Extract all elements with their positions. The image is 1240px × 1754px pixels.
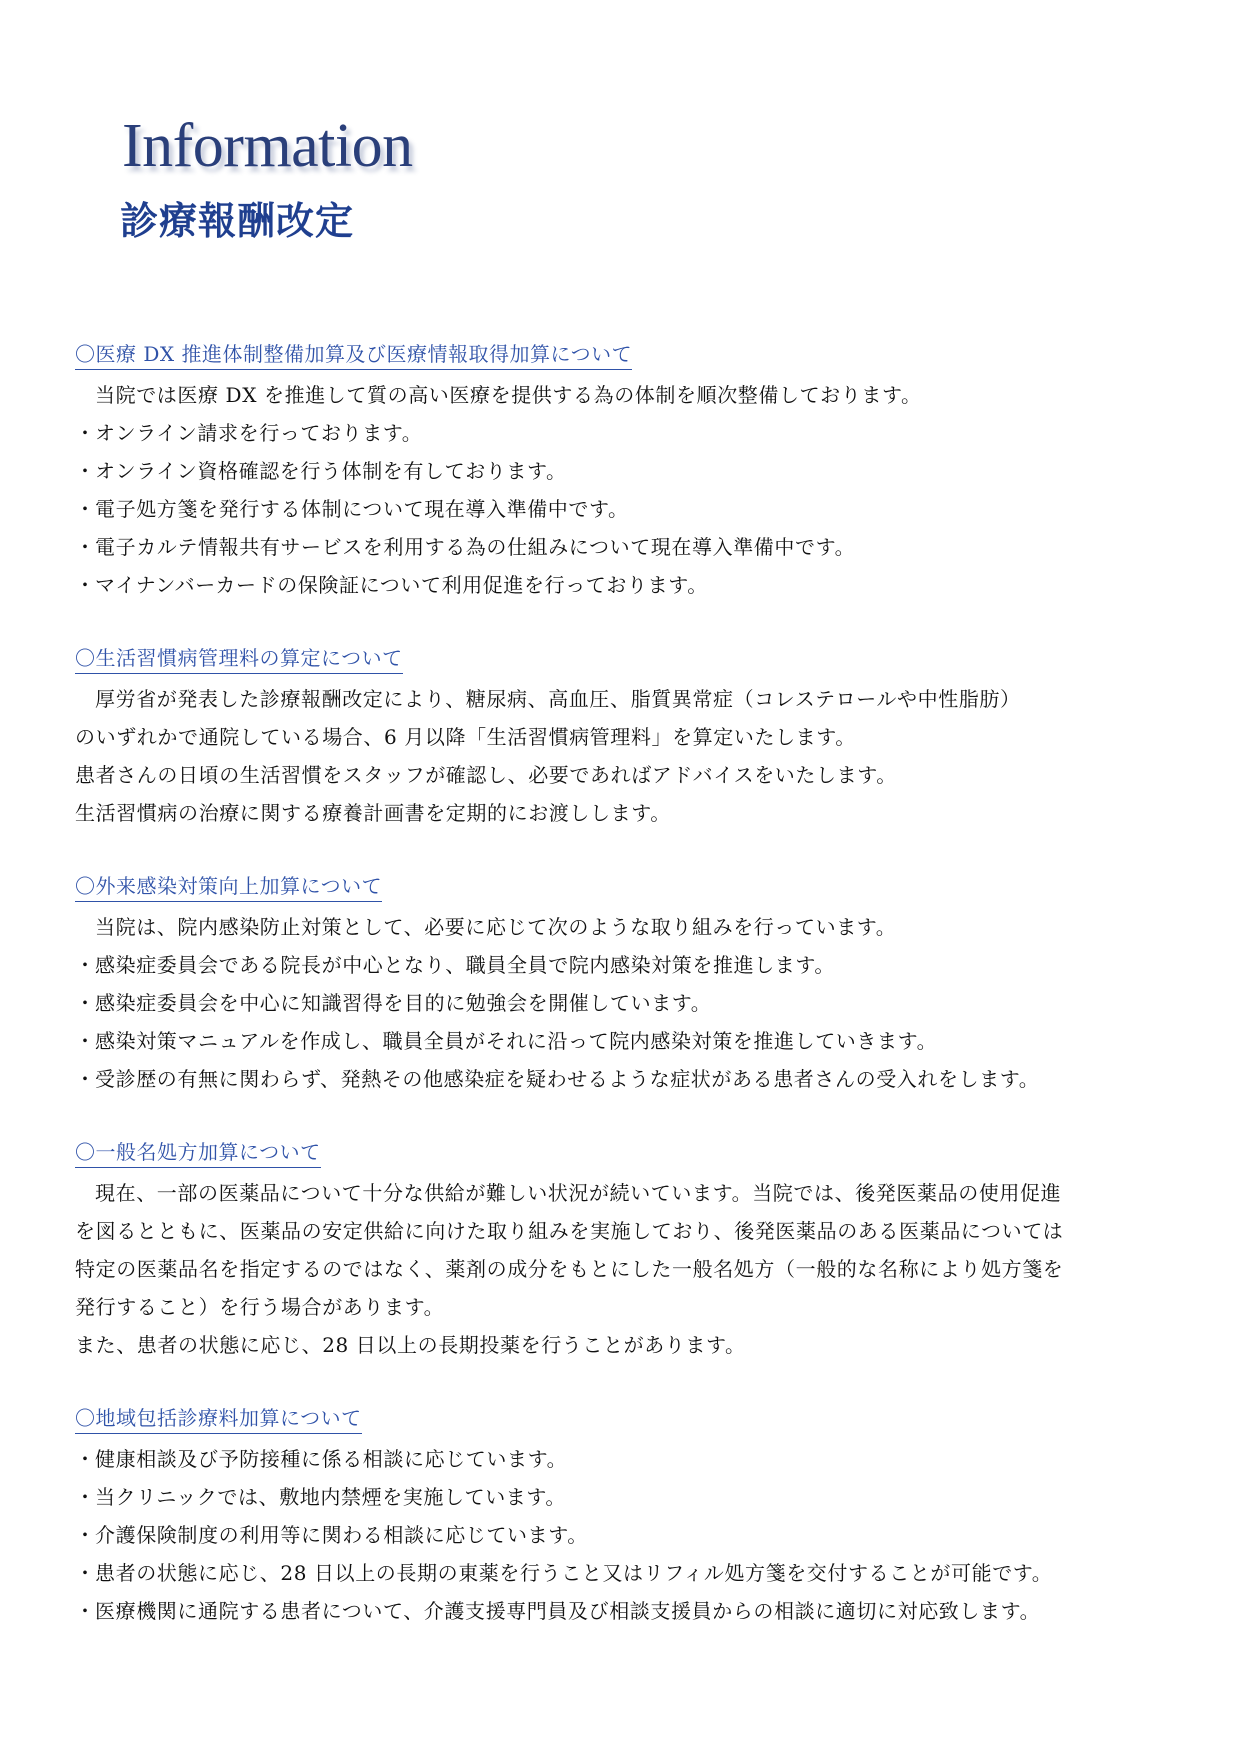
section-title: 〇地域包括診療料加算について xyxy=(75,1404,362,1434)
page-heading: 診療報酬改定 xyxy=(120,199,355,243)
bullet-text: 受診歴の有無に関わらず、発熱その他感染症を疑わせるような症状がある患者さんの受入れをします。 xyxy=(95,1067,1040,1091)
body-line: 生活習慣病の治療に関する療養計画書を定期的にお渡しします。 xyxy=(75,801,671,825)
bullet-item xyxy=(75,1478,1175,1516)
bullet-text: マイナンバーカードの保険証について利用促進を行っております。 xyxy=(95,573,708,597)
bullet-text: オンライン資格確認を行う体制を有しております。 xyxy=(95,459,567,483)
bullet-mark: ・ xyxy=(75,1523,96,1547)
section-generic-prescription xyxy=(75,1138,1175,1364)
section-title: 〇医療 DX 推進体制整備加算及び医療情報取得加算について xyxy=(75,340,632,370)
bullet-item xyxy=(75,414,1175,452)
intro-line: 現在、一部の医薬品について十分な供給が難しい状況が続いています。当院では、後発医薬品の使用促進 xyxy=(95,1181,1062,1205)
body-line: 発行すること）を行う場合があります。 xyxy=(75,1295,445,1319)
bullet-mark: ・ xyxy=(75,459,96,483)
bullet-item xyxy=(75,1554,1175,1592)
bullet-item xyxy=(75,1592,1175,1630)
bullet-text: 感染症委員会である院長が中心となり、職員全員で院内感染対策を推進します。 xyxy=(95,953,835,977)
information-title: Information xyxy=(122,112,413,180)
section-title: 〇外来感染対策向上加算について xyxy=(75,872,382,902)
bullet-item xyxy=(75,1022,1175,1060)
page-header xyxy=(122,108,413,246)
bullet-mark: ・ xyxy=(75,991,96,1015)
bullet-mark: ・ xyxy=(75,1447,96,1471)
bullet-mark: ・ xyxy=(75,1599,96,1623)
bullet-mark: ・ xyxy=(75,421,96,445)
bullet-item xyxy=(75,1440,1175,1478)
bullet-mark: ・ xyxy=(75,1067,96,1091)
bullet-text: 感染症委員会を中心に知識習得を目的に勉強会を開催しています。 xyxy=(95,991,712,1015)
bullet-item xyxy=(75,528,1175,566)
intro-line: 厚労省が発表した診療報酬改定により、糖尿病、高血圧、脂質異常症（コレステロールや中性脂肪） xyxy=(95,687,1021,711)
bullet-mark: ・ xyxy=(75,497,96,521)
bullet-item xyxy=(75,1060,1175,1098)
section-lifestyle-disease xyxy=(75,644,1175,832)
bullet-text: 当クリニックでは、敷地内禁煙を実施しています。 xyxy=(95,1485,566,1509)
bullet-text: 感染対策マニュアルを作成し、職員全員がそれに沿って院内感染対策を推進していきます。 xyxy=(95,1029,938,1053)
bullet-mark: ・ xyxy=(75,573,96,597)
body-line: のいずれかで通院している場合、6 月以降「生活習慣病管理料」を算定いたします。 xyxy=(75,725,856,749)
bullet-mark: ・ xyxy=(75,1485,96,1509)
intro-line: 当院では医療 DX を推進して質の高い医療を提供する為の体制を順次整備しております。 xyxy=(95,383,922,407)
bullet-mark: ・ xyxy=(75,535,96,559)
bullet-item xyxy=(75,946,1175,984)
section-title: 〇生活習慣病管理料の算定について xyxy=(75,644,403,674)
intro-line: 当院は、院内感染防止対策として、必要に応じて次のような取り組みを行っています。 xyxy=(95,915,897,939)
body-line: 患者さんの日頃の生活習慣をスタッフが確認し、必要であればアドバイスをいたします。 xyxy=(75,763,897,787)
section-medical-dx xyxy=(75,340,1175,604)
bullet-mark: ・ xyxy=(75,1561,96,1585)
bullet-text: 患者の状態に応じ、28 日以上の長期の東薬を行うこと又はリフィル処方箋を交付することが可能です。 xyxy=(95,1561,1053,1585)
section-title: 〇一般名処方加算について xyxy=(75,1138,321,1168)
body-line: を図るとともに、医薬品の安定供給に向けた取り組みを実施しており、後発医薬品のある医薬品については xyxy=(75,1219,1064,1243)
section-infection-control xyxy=(75,872,1175,1098)
bullet-text: 電子処方箋を発行する体制について現在導入準備中です。 xyxy=(95,497,629,521)
bullet-text: 電子カルテ情報共有サービスを利用する為の仕組みについて現在導入準備中です。 xyxy=(95,535,856,559)
body-line: 特定の医薬品名を指定するのではなく、薬剤の成分をもとにした一般名処方（一般的な名称により処方箋を xyxy=(75,1257,1064,1281)
document-body xyxy=(75,340,1175,1670)
bullet-item xyxy=(75,984,1175,1022)
body-line: また、患者の状態に応じ、28 日以上の長期投薬を行うことがあります。 xyxy=(75,1333,746,1357)
bullet-mark: ・ xyxy=(75,953,96,977)
bullet-item xyxy=(75,566,1175,604)
bullet-text: オンライン請求を行っております。 xyxy=(95,421,423,445)
bullet-mark: ・ xyxy=(75,1029,96,1053)
bullet-item xyxy=(75,1516,1175,1554)
bullet-item xyxy=(75,452,1175,490)
bullet-text: 健康相談及び予防接種に係る相談に応じています。 xyxy=(95,1447,568,1471)
bullet-item xyxy=(75,490,1175,528)
bullet-text: 介護保険制度の利用等に関わる相談に応じています。 xyxy=(95,1523,588,1547)
section-community-care xyxy=(75,1404,1175,1630)
bullet-text: 医療機関に通院する患者について、介護支援専門員及び相談支援員からの相談に適切に対応致します。 xyxy=(95,1599,1041,1623)
